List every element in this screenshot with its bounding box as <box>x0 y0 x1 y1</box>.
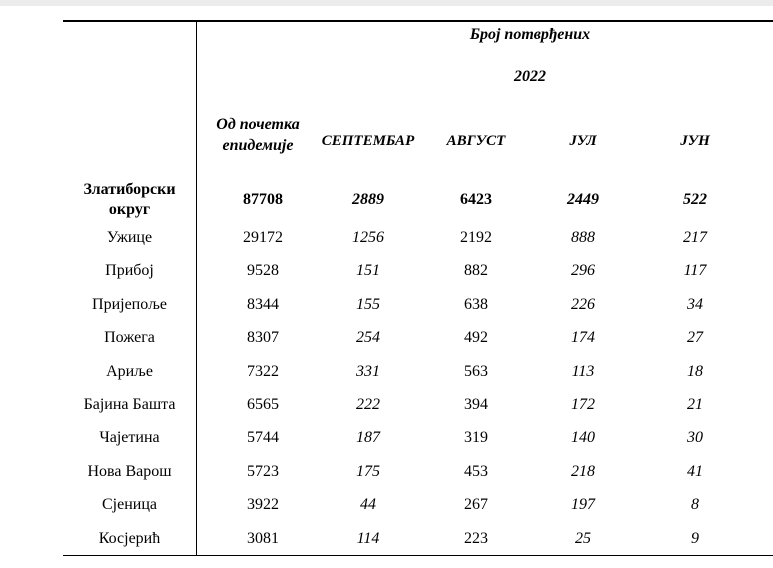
cell-june: 41 <box>687 462 703 480</box>
cell-september: 175 <box>356 462 380 480</box>
table-row <box>63 522 773 555</box>
col-september: СЕПТЕМБАР <box>321 133 415 149</box>
cell-august: 882 <box>464 262 488 280</box>
table-row <box>63 355 773 388</box>
cell-august: 563 <box>464 362 488 380</box>
page-top-edge <box>0 0 773 6</box>
cell-july: 226 <box>571 295 595 313</box>
cell-june: 9 <box>691 529 699 547</box>
cell-august: 223 <box>464 529 488 547</box>
table-row <box>63 388 773 421</box>
cell-july: 888 <box>571 229 595 246</box>
row-name: Ариље <box>106 362 153 380</box>
cell-july: 25 <box>575 529 591 547</box>
cell-july: 140 <box>571 429 595 447</box>
table-row <box>63 488 773 521</box>
cell-june: 21 <box>687 396 703 413</box>
col-june: ЈУН <box>680 133 710 149</box>
table-bottom-rule <box>63 555 773 556</box>
row-name: Пожега <box>104 329 155 347</box>
row-name: Бајина Башта <box>83 396 176 413</box>
row-name: Ужице <box>106 229 153 246</box>
cell-since-start: 29172 <box>243 229 283 246</box>
cell-september: 2889 <box>352 191 384 208</box>
cell-july: 172 <box>571 396 595 413</box>
cell-june: 522 <box>683 191 707 208</box>
table-row <box>63 288 773 321</box>
cell-september: 331 <box>356 362 380 380</box>
table-top-rule <box>63 20 773 22</box>
col-july: ЈУЛ <box>569 133 597 149</box>
cell-since-start: 8307 <box>247 329 279 347</box>
cell-since-start: 7322 <box>247 362 279 380</box>
row-name: Прибој <box>105 262 154 280</box>
cell-august: 453 <box>464 462 488 480</box>
cell-june: 8 <box>691 496 699 514</box>
cell-july: 2449 <box>567 191 599 208</box>
cell-july: 174 <box>571 329 595 347</box>
cell-july: 197 <box>571 496 595 514</box>
cell-august: 6423 <box>460 191 492 208</box>
cell-september: 1256 <box>352 229 384 246</box>
cell-september: 151 <box>356 262 380 280</box>
header-year: 2022 <box>514 68 546 85</box>
cell-since-start: 8344 <box>247 295 279 313</box>
cell-june: 117 <box>683 262 707 280</box>
cell-august: 2192 <box>460 229 492 246</box>
row-name: Пријепоље <box>92 295 167 313</box>
cell-since-start: 5723 <box>247 462 279 480</box>
cell-june: 34 <box>687 295 703 313</box>
cell-june: 18 <box>687 362 703 380</box>
cell-august: 638 <box>464 295 488 313</box>
cell-june: 30 <box>687 429 703 447</box>
cell-july: 218 <box>571 462 595 480</box>
cell-june: 217 <box>683 229 707 246</box>
table-row-total <box>63 178 773 222</box>
row-name: Нова Варош <box>87 462 172 480</box>
cell-august: 492 <box>464 329 488 347</box>
cell-august: 394 <box>464 396 488 413</box>
col-august: АВГУСТ <box>446 133 506 149</box>
cell-september: 254 <box>356 329 380 347</box>
row-name: Златиборски округ <box>83 181 176 218</box>
cell-september: 155 <box>356 295 380 313</box>
cell-september: 44 <box>360 496 376 514</box>
cell-august: 267 <box>464 496 488 514</box>
cell-since-start: 3081 <box>247 529 279 547</box>
row-name: Косјерић <box>98 529 161 547</box>
cell-july: 113 <box>571 362 595 380</box>
row-name: Чајетина <box>99 429 160 447</box>
row-name: Сјеница <box>101 496 157 514</box>
table-row <box>63 221 773 254</box>
cell-since-start: 3922 <box>247 496 279 514</box>
cell-september: 222 <box>356 396 380 413</box>
table-row <box>63 254 773 287</box>
header-confirmed-count: Број потврђених <box>469 26 591 43</box>
cell-since-start: 87708 <box>243 191 283 208</box>
cell-september: 187 <box>356 429 380 447</box>
cell-since-start: 9528 <box>247 262 279 280</box>
cell-june: 27 <box>687 329 703 347</box>
col-since-start: Од почетка епидемије <box>216 116 300 154</box>
cell-august: 319 <box>464 429 488 447</box>
table-row <box>63 455 773 488</box>
table-row <box>63 421 773 454</box>
table-row <box>63 321 773 354</box>
cell-september: 114 <box>356 529 380 547</box>
cell-since-start: 6565 <box>247 396 279 413</box>
cell-since-start: 5744 <box>247 429 279 447</box>
cell-july: 296 <box>571 262 595 280</box>
